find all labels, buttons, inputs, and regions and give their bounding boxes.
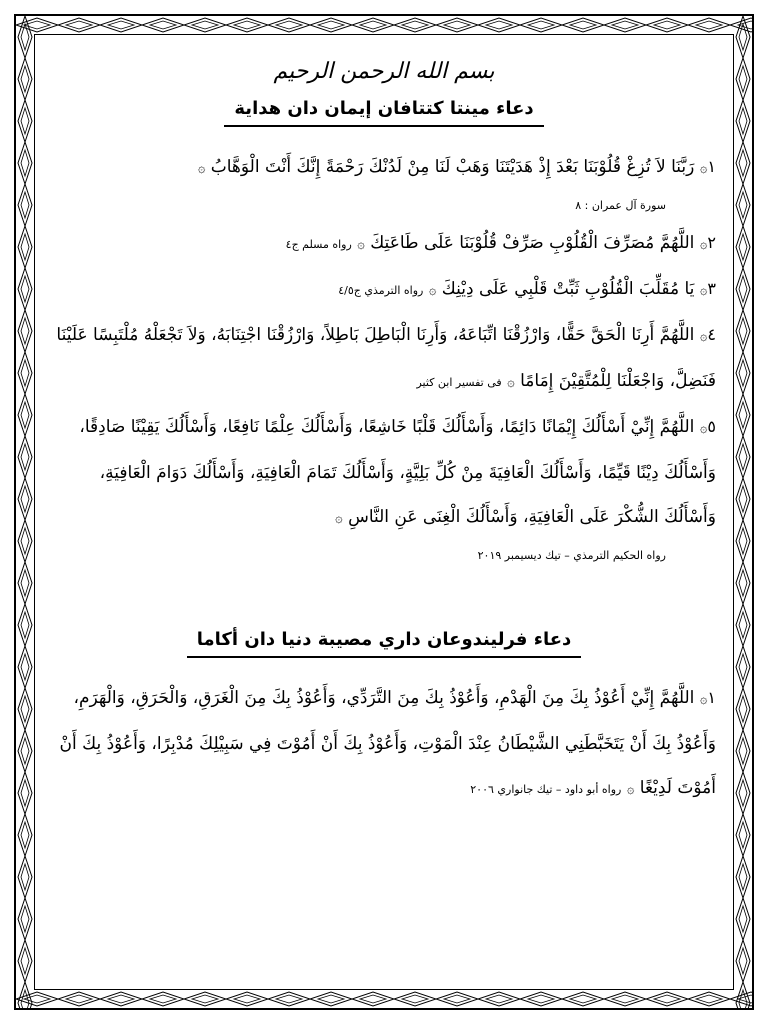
section-spacer [52,571,716,623]
item-number: ٣ [707,279,716,298]
prayer-text: اللَّهُمَّ إِنِّيْ أَعُوْذُ بِكَ مِنَ الْهَدْمِ، وَأَعُوْذُ بِكَ مِنَ التَّرَدِّي، وَأَعُوْذُ بِكَ مِنَ الْغَرَقِ، وَالْحَرَقِ، وَالْهَرَمِ، وَأَعُوْذُ بِكَ أَنْ يَتَخَبَّطَنِي الشَّيْطَانُ عِنْدَ الْمَوْتِ، وَأَعُوْذُ بِكَ أَنْ أَمُوْتَ فِي سَبِيْلِكَ مُدْبِرًا، وَأَعُوْذُ بِكَ أَنْ أَمُوْتَ لَدِيْغًا [59,688,716,798]
prayer-item [52,145,716,191]
section2-title: دعاء فرليندوعان داري مصيبة دنيا دان أكاما [187,629,581,658]
item-number: ٤ [707,325,716,344]
source-reference: رواه الحكيم الترمذي – تيك ديسيمبر ٢٠١٩ [477,549,666,562]
border-pattern-bottom [16,990,752,1008]
border-pattern-top [16,16,752,34]
basmala-calligraphy: بسم الله الرحمن الرحيم [273,59,495,84]
prayer-item [52,267,716,313]
item-number: ٥ [707,417,716,436]
prayer-item [52,405,716,541]
ornament-icon: ۞ [507,375,515,390]
section2-heading-wrap [52,629,716,658]
prayer-text: اللَّهُمَّ أَرِنَا الْحَقَّ حَقًّا، وَارْزُقْنَا اتِّبَاعَهُ، وَأَرِنَا الْبَاطِلَ بَاطِلاً، وَارْزُقْنَا اجْتِنَابَهُ، وَلاَ تَجْعَلْهُ مُلْتَبِسًا عَلَيْنَا فَنَضِلَّ، وَاجْعَلْنَا لِلْمُتَّقِيْنَ إِمَامًا [56,325,716,391]
ornament-icon: ۞ [626,782,635,797]
ornament-icon: ۞ [699,692,708,707]
prayer-text: يَا مُقَلِّبَ الْقُلُوْبِ ثَبِّتْ قَلْبِي عَلَى دِيْنِكَ [441,279,695,299]
prayer-item [52,676,716,812]
border-pattern-left [16,16,34,1008]
ornament-icon: ۞ [428,283,437,298]
ornament-icon: ۞ [699,161,708,176]
source-reference: رواه الترمذي ج٤/٥ [338,284,424,297]
ornament-icon: ۞ [699,283,708,298]
section1-heading-wrap [52,98,716,127]
ornament-icon: ۞ [335,511,343,526]
prayer-item [52,313,716,405]
source-reference: رواه مسلم ج٤ [285,238,352,251]
prayer-item [52,221,716,267]
source-reference: سورة آل عمران : ٨ [575,199,666,212]
ornament-icon: ۞ [357,237,365,252]
source-reference: رواه أبو داود – تيك جانواري ٢٠٠٦ [470,783,622,796]
item-number: ١ [707,688,716,707]
ornament-icon: ۞ [197,161,206,176]
section1-title: دعاء مينتا كتتافان إيمان دان هداية [224,98,543,127]
prayer-text: اللَّهُمَّ مُصَرِّفَ الْقُلُوْبِ صَرِّفْ قُلُوْبَنَا عَلَى طَاعَتِكَ [370,233,695,253]
document-content [52,44,716,974]
ornament-icon: ۞ [699,329,708,344]
ornament-icon: ۞ [699,237,708,252]
prayer-text: اللَّهُمَّ إِنِّيْ أَسْأَلُكَ إِيْمَانًا دَائِمًا، وَأَسْأَلُكَ قَلْبًا خَاشِعًا، وَأَسْأَلُكَ عِلْمًا نَافِعًا، وَأَسْأَلُكَ يَقِيْنًا صَادِقًا، وَأَسْأَلُكَ دِيْنًا قَيِّمًا، وَأَسْأَلُكَ الْعَافِيَةَ مِنْ كُلِّ بَلِيَّةٍ، وَأَسْأَلُكَ تَمَامَ الْعَافِيَةِ، وَأَسْأَلُكَ دَوَامَ الْعَافِيَةِ، وَأَسْأَلُكَ الشُّكْرَ عَلَى الْعَافِيَةِ، وَأَسْأَلُكَ الْغِنَى عَنِ النَّاسِ [79,417,716,527]
prayer-text: رَبَّنَا لاَ تُزِغْ قُلُوْبَنَا بَعْدَ إِذْ هَدَيْتَنَا وَهَبْ لَنَا مِنْ لَدُنْكَ رَحْمَةً إِنَّكَ أَنْتَ الْوَهَّابُ [210,157,695,177]
ornament-icon: ۞ [699,421,708,436]
source-reference: فى تفسير ابن كثير [416,376,502,389]
item-number: ١ [707,157,716,176]
item-number: ٢ [707,233,716,252]
border-pattern-right [734,16,752,1008]
